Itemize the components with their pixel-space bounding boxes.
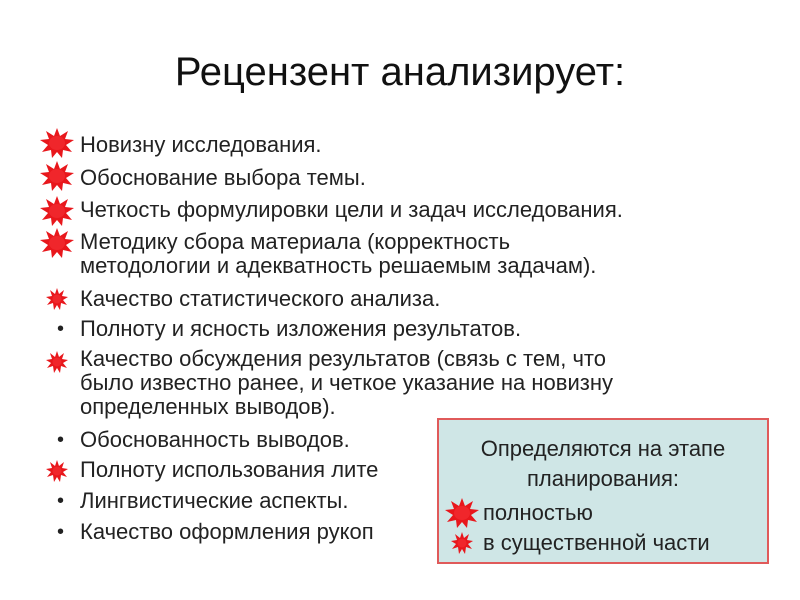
- small-red-burst-icon: [46, 351, 68, 373]
- legend-heading-line: планирования:: [526, 466, 680, 491]
- criteria-item: Новизну исследования.: [80, 132, 322, 157]
- small-red-burst-icon: [46, 460, 68, 482]
- bullet-marker: •: [57, 318, 65, 340]
- criteria-item: Качество оформления рукоп: [80, 519, 374, 544]
- slide-title: Рецензент анализирует:: [174, 50, 626, 94]
- criteria-item-line: Качество обсуждения результатов (связь с тем, что: [80, 346, 606, 371]
- criteria-item-line: определенных выводов).: [80, 394, 336, 419]
- criteria-item: Обоснованность выводов.: [80, 427, 350, 452]
- big-red-burst-icon: [445, 498, 479, 528]
- criteria-item: Полноту использования лите: [80, 457, 379, 482]
- legend-heading: [439, 434, 767, 494]
- criteria-item-line: методологии и адекватность решаемым задачам).: [80, 253, 597, 278]
- big-red-burst-icon: [40, 128, 74, 158]
- criteria-item: Полноту и ясность изложения результатов.: [80, 316, 522, 341]
- criteria-item: Четкость формулировки цели и задач исследования.: [80, 197, 623, 222]
- bullet-marker: •: [57, 521, 65, 543]
- big-red-burst-icon: [40, 228, 74, 258]
- legend-entry-partial: в существенной части: [483, 530, 710, 555]
- bullet-marker: •: [57, 429, 65, 451]
- legend-box: [437, 418, 769, 564]
- small-red-burst-icon: [46, 288, 68, 310]
- criteria-item: Лингвистические аспекты.: [80, 488, 349, 513]
- criteria-item-line: Методику сбора материала (корректность: [80, 229, 511, 254]
- big-red-burst-icon: [40, 161, 74, 191]
- big-red-burst-icon: [40, 196, 74, 226]
- bullet-marker: •: [57, 490, 65, 512]
- legend-heading-line: Определяются на этапе: [480, 436, 726, 461]
- legend-entry-full: полностью: [483, 500, 593, 525]
- criteria-item-line: было известно ранее, и четкое указание на новизну: [80, 370, 613, 395]
- criteria-item: Обоснование выбора темы.: [80, 165, 366, 190]
- small-red-burst-icon: [451, 532, 473, 554]
- criteria-item: Качество статистического анализа.: [80, 286, 441, 311]
